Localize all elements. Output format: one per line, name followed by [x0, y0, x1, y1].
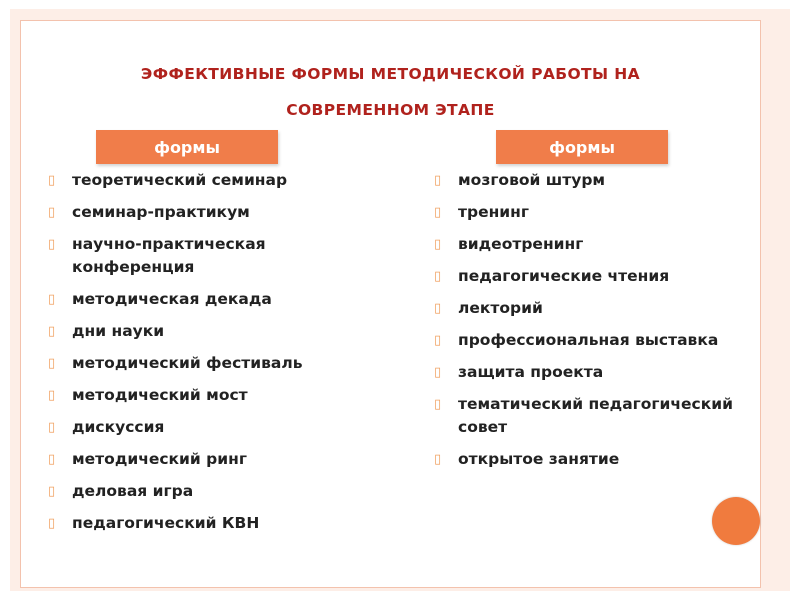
list-item — [48, 320, 348, 343]
list-item — [48, 169, 348, 192]
bullet-icon: ▯ — [48, 324, 56, 339]
list-item-label: методический мост — [72, 386, 248, 404]
list-item-label: лекторий — [458, 299, 543, 317]
list-item — [48, 233, 348, 279]
list-item — [48, 512, 348, 535]
list-item-label: тренинг — [458, 203, 529, 221]
list-item-label: методический ринг — [72, 450, 247, 468]
bullet-icon: ▯ — [434, 237, 442, 252]
list-item-label: семинар-практикум — [72, 203, 250, 221]
list-item — [434, 361, 734, 384]
list-item-label: профессиональная выставка — [458, 331, 719, 349]
slide-title-line-1: ЭФФЕКТИВНЫЕ ФОРМЫ МЕТОДИЧЕСКОЙ РАБОТЫ НА — [140, 65, 641, 83]
bullet-icon: ▯ — [48, 205, 56, 220]
list-item — [48, 201, 348, 224]
list-item — [48, 384, 348, 407]
list-item — [434, 201, 734, 224]
left-forms-list — [48, 169, 348, 544]
list-item — [434, 297, 734, 320]
slide-title-line-2: СОВРЕМЕННОМ ЭТАПЕ — [286, 101, 495, 119]
list-item — [48, 448, 348, 471]
bullet-icon: ▯ — [48, 356, 56, 371]
right-forms-list — [434, 169, 734, 480]
list-item-label: видеотренинг — [458, 235, 584, 253]
list-item-label: открытое занятие — [458, 450, 620, 468]
list-item-label: научно-практическая конференция — [72, 235, 266, 276]
list-item-label: деловая игра — [72, 482, 194, 500]
list-item-label: тематический педагогический совет — [458, 395, 733, 436]
list-item — [434, 233, 734, 256]
list-item-label: теоретический семинар — [72, 171, 288, 189]
list-item-label: защита проекта — [458, 363, 604, 381]
list-item — [48, 480, 348, 503]
list-item — [434, 169, 734, 192]
bullet-icon: ▯ — [434, 301, 442, 316]
list-item — [434, 448, 734, 471]
left-forms-badge: формы — [96, 130, 278, 164]
bullet-icon: ▯ — [434, 397, 442, 412]
bullet-icon: ▯ — [48, 292, 56, 307]
right-forms-badge: формы — [496, 130, 668, 164]
bullet-icon: ▯ — [48, 173, 56, 188]
list-item-label: педагогические чтения — [458, 267, 670, 285]
list-item-label: методический фестиваль — [72, 354, 303, 372]
circle-decoration-icon — [712, 497, 760, 545]
bullet-icon: ▯ — [48, 516, 56, 531]
bullet-icon: ▯ — [48, 452, 56, 467]
bullet-icon: ▯ — [434, 333, 442, 348]
bullet-icon: ▯ — [48, 484, 56, 499]
bullet-icon: ▯ — [48, 420, 56, 435]
list-item-label: мозговой штурм — [458, 171, 606, 189]
list-item-label: дискуссия — [72, 418, 165, 436]
bullet-icon: ▯ — [434, 365, 442, 380]
list-item — [434, 265, 734, 288]
list-item — [48, 416, 348, 439]
bullet-icon: ▯ — [434, 205, 442, 220]
bullet-icon: ▯ — [48, 237, 56, 252]
bullet-icon: ▯ — [434, 452, 442, 467]
list-item — [434, 393, 734, 439]
list-item — [434, 329, 734, 352]
list-item-label: дни науки — [72, 322, 165, 340]
list-item — [48, 288, 348, 311]
list-item — [48, 352, 348, 375]
slide-title — [20, 56, 761, 128]
bullet-icon: ▯ — [48, 388, 56, 403]
list-item-label: педагогический КВН — [72, 514, 260, 532]
list-item-label: методическая декада — [72, 290, 272, 308]
bullet-icon: ▯ — [434, 173, 442, 188]
bullet-icon: ▯ — [434, 269, 442, 284]
